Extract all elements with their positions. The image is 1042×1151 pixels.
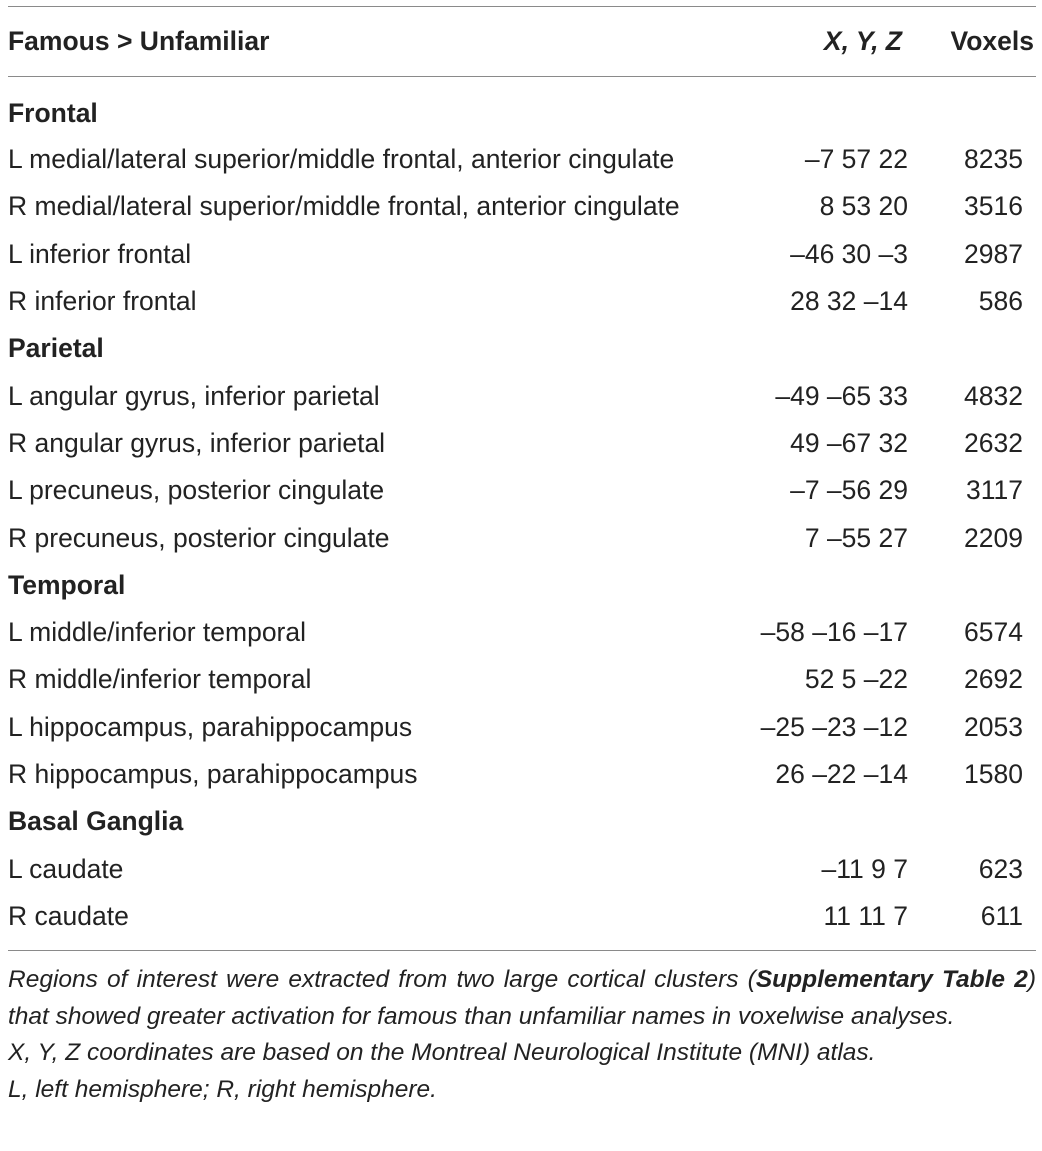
cell-region: R inferior frontal — [8, 286, 197, 317]
cell-voxels: 1580 — [964, 759, 1023, 789]
cell-coords: –11 9 7 — [821, 853, 908, 884]
table-row — [8, 183, 1036, 230]
section-label: Basal Ganglia — [8, 806, 184, 837]
footnote-abbreviations: L, left hemisphere; R, right hemisphere. — [8, 1075, 437, 1103]
cell-voxels: 2632 — [964, 427, 1023, 458]
cell-region: L middle/inferior temporal — [8, 617, 307, 648]
cell-voxels: 623 — [978, 853, 1023, 884]
cell-coords: 49 –67 32 — [790, 427, 908, 458]
cell-region: R medial/lateral superior/middle frontal, anterior cingulate — [8, 191, 680, 222]
table-row — [8, 372, 1036, 419]
cell-voxels: 2053 — [964, 711, 1023, 742]
footnote-roi-text-2: ) that showed greater activation for famous than unfamiliar names in voxelwise analyses. — [8, 966, 1036, 1030]
table-row — [8, 278, 1036, 325]
cell-region: L medial/lateral superior/middle frontal, anterior cingulate — [8, 144, 675, 175]
cell-region: L angular gyrus, inferior parietal — [8, 380, 380, 411]
table-footnotes — [8, 962, 1036, 1108]
cell-coords: 26 –22 –14 — [775, 759, 908, 789]
header-coords: X, Y, Z — [823, 26, 902, 56]
cell-voxels: 3117 — [966, 475, 1023, 506]
section-row — [8, 325, 1036, 372]
cell-coords: –7 57 22 — [804, 144, 908, 175]
results-table — [8, 7, 1036, 940]
cell-region: R caudate — [8, 900, 129, 931]
table-row — [8, 751, 1036, 798]
section-label: Frontal — [8, 97, 98, 128]
cell-voxels: 586 — [978, 286, 1023, 317]
section-row — [8, 562, 1036, 609]
cell-voxels: 8235 — [964, 144, 1023, 175]
cell-voxels: 611 — [980, 900, 1023, 931]
cell-region: R angular gyrus, inferior parietal — [8, 427, 386, 458]
cell-region: L hippocampus, parahippocampus — [8, 711, 413, 742]
cell-coords: –25 –23 –12 — [760, 711, 908, 742]
table-row — [8, 704, 1036, 751]
cell-coords: –7 –56 29 — [790, 475, 908, 506]
cell-region: R middle/inferior temporal — [8, 664, 312, 695]
cell-coords: 28 32 –14 — [790, 286, 908, 317]
cell-voxels: 6574 — [964, 617, 1023, 648]
cell-voxels: 4832 — [964, 380, 1023, 411]
cell-coords: 7 –55 27 — [804, 522, 908, 553]
header-voxels: Voxels — [950, 26, 1034, 56]
table-bottom-rule — [8, 950, 1036, 951]
cell-coords: –46 30 –3 — [790, 238, 908, 269]
supplementary-table-link[interactable]: Supplementary Table 2 — [755, 966, 1028, 993]
table-row — [8, 845, 1036, 892]
section-label: Temporal — [8, 569, 126, 600]
cell-voxels: 2987 — [964, 238, 1023, 269]
footnote-coordinates: X, Y, Z coordinates are based on the Montreal Neurological Institute (MNI) atlas. — [8, 1039, 876, 1066]
table-row — [8, 467, 1036, 514]
table-row — [8, 231, 1036, 278]
section-label: Parietal — [8, 333, 104, 364]
cell-region: R precuneus, posterior cingulate — [8, 522, 390, 553]
cell-voxels: 2692 — [964, 664, 1023, 695]
section-row — [8, 76, 1036, 136]
cell-coords: 52 5 –22 — [804, 664, 908, 695]
footnote-roi-text-1: Regions of interest were extracted from two large cortical clusters ( — [8, 966, 756, 993]
footnote-roi — [8, 962, 1036, 1035]
cell-region: L caudate — [8, 853, 124, 884]
cell-region: L inferior frontal — [8, 238, 192, 269]
cell-coords: –58 –16 –17 — [760, 617, 908, 648]
table-header — [8, 7, 1036, 76]
table-row — [8, 609, 1036, 656]
cell-coords: 11 11 7 — [823, 900, 908, 931]
section-row — [8, 798, 1036, 845]
header-region: Famous > Unfamiliar — [8, 26, 270, 56]
table-row — [8, 136, 1036, 183]
table-row — [8, 656, 1036, 703]
cell-voxels: 2209 — [964, 522, 1023, 553]
table-row — [8, 420, 1036, 467]
table-body — [8, 76, 1036, 940]
header-row — [8, 7, 1036, 76]
cell-region: L precuneus, posterior cingulate — [8, 475, 385, 506]
table-row — [8, 514, 1036, 561]
table-row — [8, 893, 1036, 940]
cell-coords: –49 –65 33 — [775, 380, 908, 411]
cell-coords: 8 53 20 — [819, 191, 908, 222]
cell-voxels: 3516 — [964, 191, 1023, 222]
cell-region: R hippocampus, parahippocampus — [8, 759, 418, 789]
